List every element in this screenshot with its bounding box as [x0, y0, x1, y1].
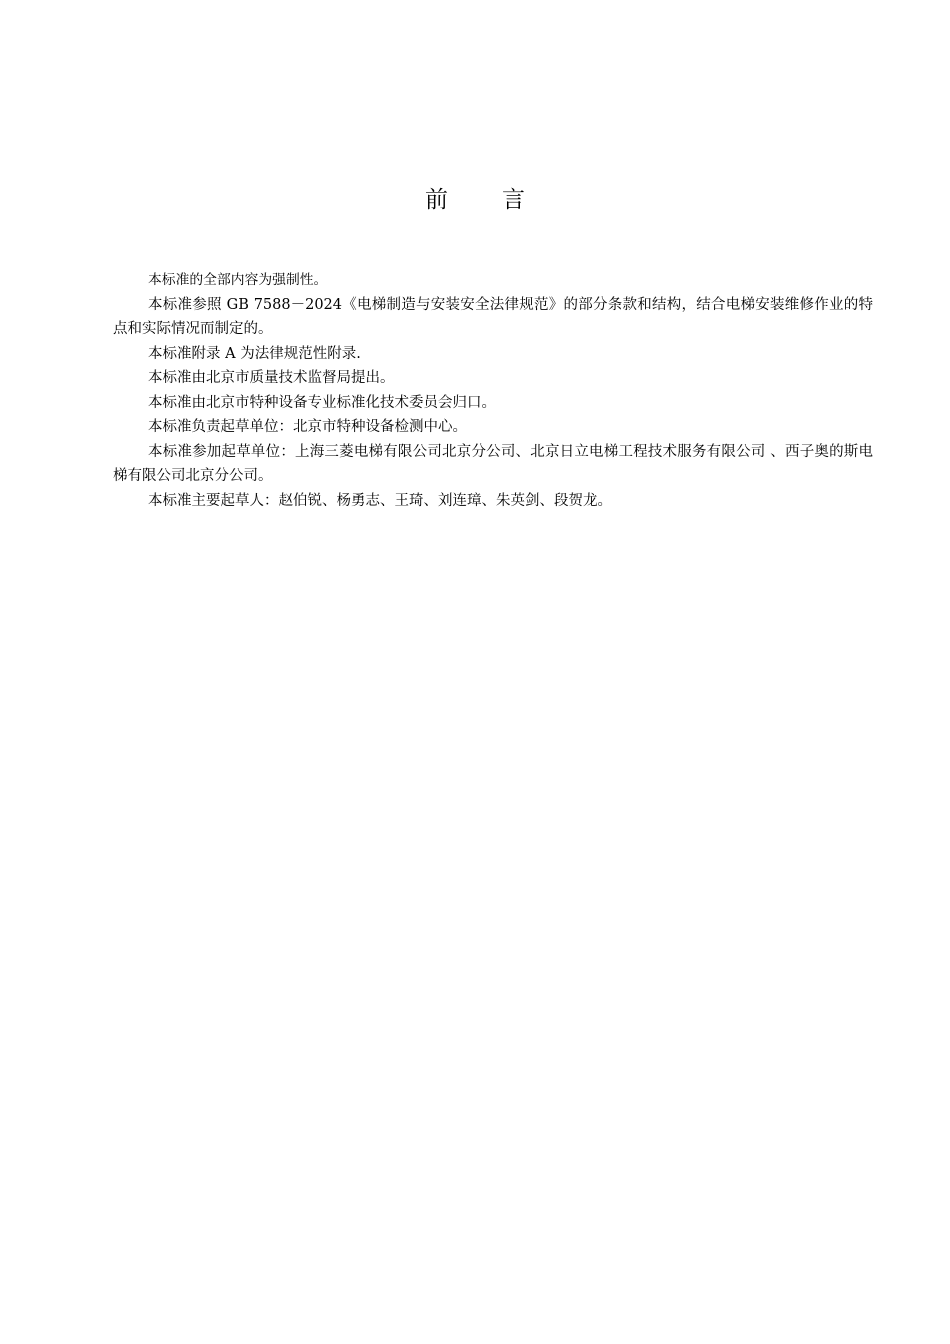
paragraph-appendix-note: 本标准附录 A 为法律规范性附录. [148, 345, 361, 362]
paragraph-proposer: 本标准由北京市质量技术监督局提出。 [148, 370, 395, 386]
page-title [0, 183, 950, 217]
title-char-2: 言 [502, 187, 525, 213]
paragraph-mandatory-statement: 本标准的全部内容为强制性。 [148, 272, 328, 288]
paragraph-participating-drafters: 本标准参加起草单位：上海三菱电梯有限公司北京分公司、北京日立电梯工程技术服务有限公司 、西子奥的斯电梯有限公司北京分公司。 [113, 443, 873, 484]
paragraph-lead-drafter: 本标准负责起草单位：北京市特种设备检测中心。 [148, 419, 467, 435]
title-char-1: 前 [425, 187, 448, 213]
paragraph-main-drafters: 本标准主要起草人：赵伯锐、杨勇志、王琦、刘连璋、朱英剑、段贺龙。 [148, 492, 612, 509]
paragraph-reference-standard: 本标准参照 GB 7588－2024《电梯制造与安装安全法律规范》的部分条款和结构，结合电梯安装维修作业的特点和实际情况而制定的。 [113, 296, 873, 337]
foreword-body [113, 268, 873, 513]
paragraph-committee: 本标准由北京市特种设备专业标准化技术委员会归口。 [148, 394, 496, 411]
